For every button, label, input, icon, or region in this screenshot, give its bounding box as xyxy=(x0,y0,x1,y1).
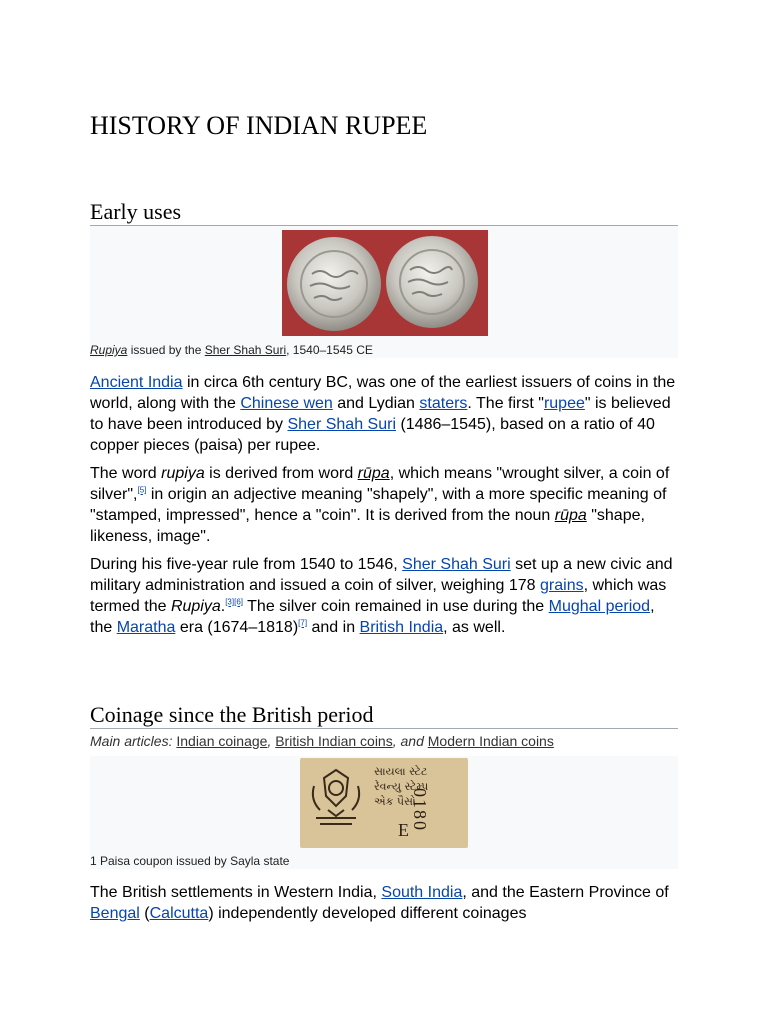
text: During his five-year rule from 1540 to 1546, xyxy=(90,556,403,573)
coupon-script-line: એક પૈસો xyxy=(374,795,416,808)
paragraph-five-year-rule xyxy=(90,554,678,638)
text: era (1674–1818) xyxy=(175,619,299,636)
figure-caption xyxy=(90,343,373,357)
link-sher-shah-suri[interactable]: Sher Shah Suri xyxy=(287,416,396,433)
text: The silver coin remained in use during the xyxy=(243,598,549,615)
reference-link[interactable]: [5] xyxy=(137,485,147,495)
text: "shape, likeness, image". xyxy=(90,507,645,545)
link-grains[interactable]: grains xyxy=(540,577,584,594)
text: The word xyxy=(90,465,162,482)
reference-link[interactable]: [7] xyxy=(298,618,308,628)
section-heading-coinage xyxy=(90,702,678,729)
coupon-script-line: સાયલા સ્ટેટ xyxy=(374,765,428,778)
text: , which was termed the xyxy=(90,577,667,615)
coupon-image xyxy=(300,758,468,848)
caption-text: , 1540–1545 CE xyxy=(286,343,373,357)
main-articles-hatnote xyxy=(90,733,678,749)
italic-term-link[interactable]: rūpa xyxy=(554,507,587,524)
italic-term: Rupiya xyxy=(170,598,221,615)
text: set up a new civic and military administration and issued a coin of silver, weighing 178 xyxy=(90,556,673,594)
text: The British settlements in Western India, xyxy=(90,884,382,901)
text: , the xyxy=(90,598,655,636)
caption-italic: Rupiya xyxy=(90,343,128,357)
coupon-script-line: રેવન્યુ સ્ટેમ્પ xyxy=(374,780,429,793)
text: , and xyxy=(392,733,428,749)
text: , xyxy=(267,733,276,749)
text: . The first " xyxy=(467,395,544,412)
section-title: Early uses xyxy=(90,199,182,224)
text: , as well. xyxy=(443,619,506,636)
link-staters[interactable]: staters xyxy=(419,395,468,412)
figure-coins xyxy=(90,226,678,358)
link-bengal[interactable]: Bengal xyxy=(90,905,140,922)
coat-of-arms-icon xyxy=(306,766,366,836)
link-ancient-india[interactable]: Ancient India xyxy=(90,374,183,391)
text: in circa 6th century BC, was one of the earliest issuers of coins in the world, along with the xyxy=(90,374,676,412)
caption-link-sher-shah-suri[interactable]: Sher Shah Suri xyxy=(204,343,287,357)
coin-image xyxy=(282,230,488,336)
paragraph-british-settlements xyxy=(90,882,678,924)
text: and Lydian xyxy=(332,395,420,412)
text: and in xyxy=(307,619,360,636)
figure-coupon xyxy=(90,756,678,869)
coin-image-svg xyxy=(282,230,488,336)
link-south-india[interactable]: South India xyxy=(381,884,463,901)
coupon-number: 0180 xyxy=(410,788,430,832)
page-title: HISTORY OF INDIAN RUPEE xyxy=(90,111,428,140)
text: ) independently developed different coinages xyxy=(208,905,527,922)
italic-term: rupiya xyxy=(161,465,205,482)
text: , and the Eastern Province of xyxy=(462,884,669,901)
coupon-letter: E xyxy=(398,820,409,840)
link-chinese-wen[interactable]: Chinese wen xyxy=(240,395,333,412)
link-british-india[interactable]: British India xyxy=(359,619,444,636)
caption-text: issued by the xyxy=(127,343,205,357)
link-mughal-period[interactable]: Mughal period xyxy=(548,598,651,615)
section-title: Coinage since the British period xyxy=(90,702,374,727)
paragraph-word-rupiya xyxy=(90,463,678,547)
reference-link[interactable]: [3][6] xyxy=(225,597,243,607)
text: , which means "wrought silver, a coin of silver", xyxy=(90,465,670,503)
text: in origin an adjective meaning "shapely", with a more specific meaning of "stamped, impressed", hence a "coin". It is derived from the noun xyxy=(90,486,667,524)
link-maratha[interactable]: Maratha xyxy=(116,619,176,636)
italic-term-link[interactable]: rūpa xyxy=(357,465,390,482)
link-calcutta[interactable]: Calcutta xyxy=(149,905,209,922)
link-modern-indian-coins[interactable]: Modern Indian coins xyxy=(427,733,554,749)
link-rupee[interactable]: rupee xyxy=(543,395,585,412)
paragraph-ancient-india xyxy=(90,372,678,456)
link-sher-shah-suri[interactable]: Sher Shah Suri xyxy=(402,556,511,573)
section-heading-early-uses xyxy=(90,199,678,226)
text: (1486–1545), based on a ratio of 40 copper pieces (paisa) per rupee. xyxy=(90,416,655,454)
text: ( xyxy=(139,905,150,922)
link-british-indian-coins[interactable]: British Indian coins xyxy=(275,733,393,749)
hatnote-label: Main articles: xyxy=(90,733,177,749)
text: . xyxy=(220,598,226,615)
text: is derived from word xyxy=(204,465,358,482)
text: " is believed to have been introduced by xyxy=(90,395,671,433)
link-indian-coinage[interactable]: Indian coinage xyxy=(176,733,268,749)
figure-caption: 1 Paisa coupon issued by Sayla state xyxy=(90,854,290,868)
